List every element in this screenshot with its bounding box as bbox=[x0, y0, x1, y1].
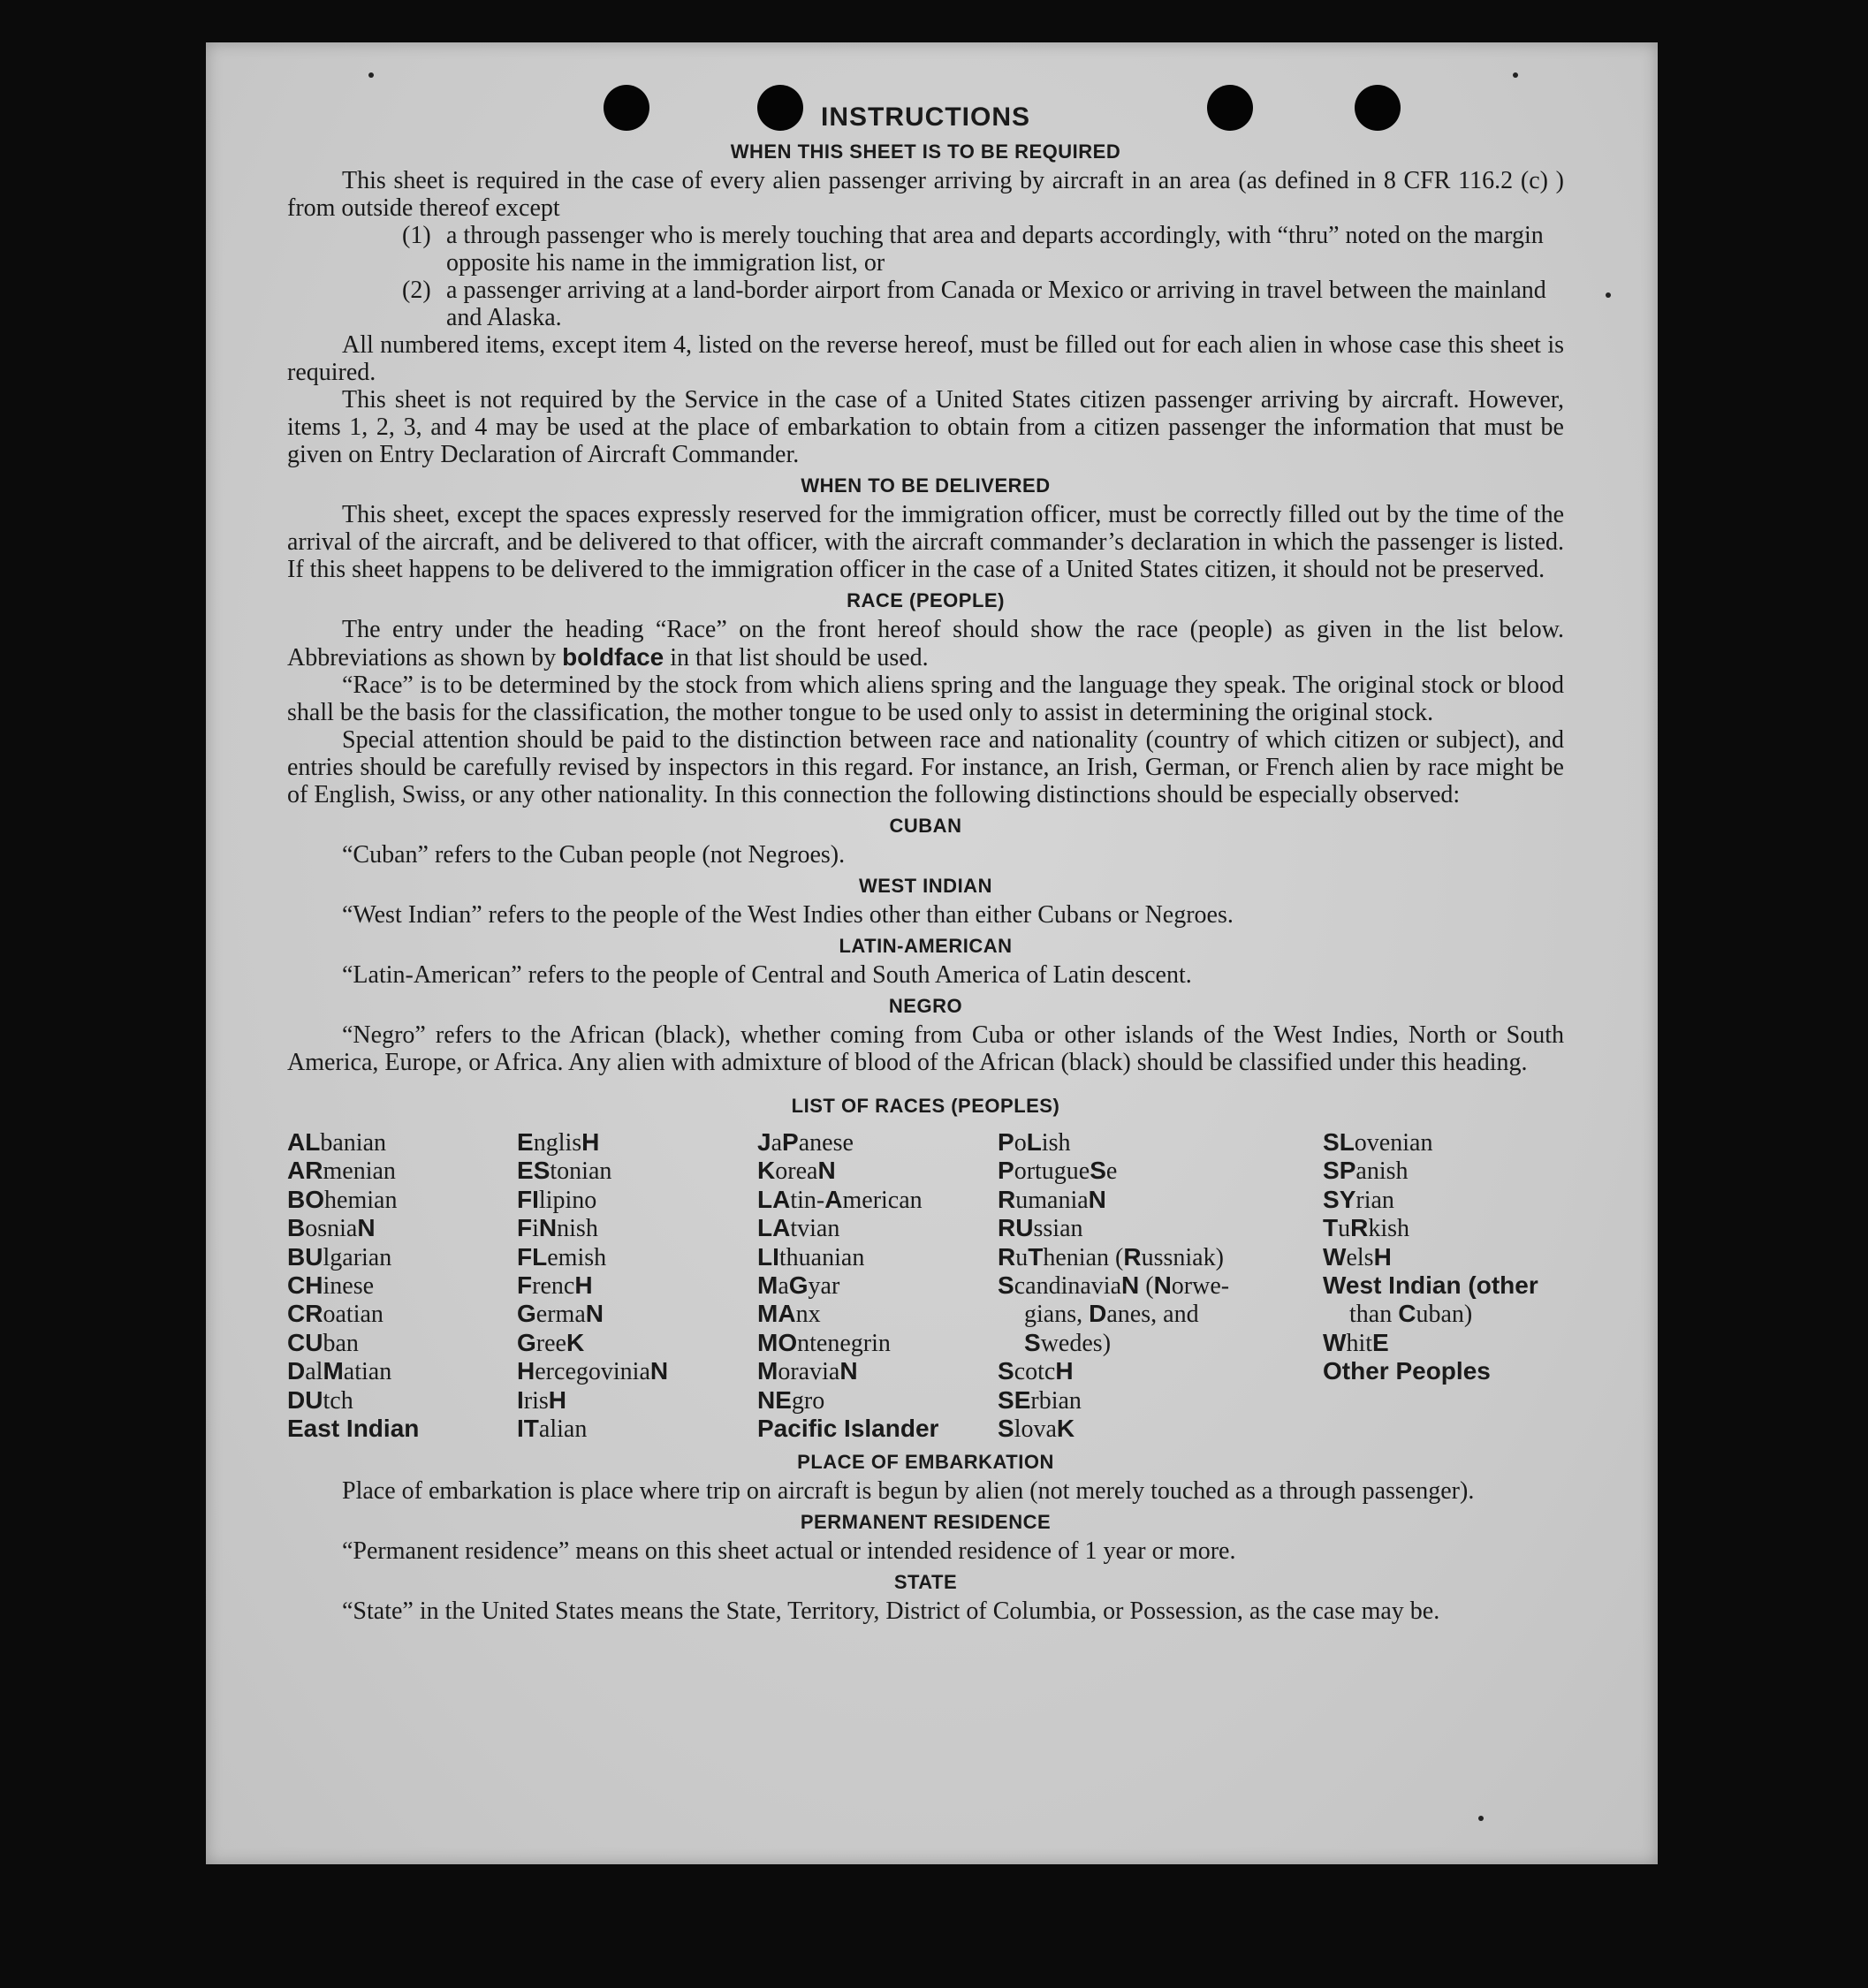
race-entry: EStonian bbox=[517, 1157, 612, 1186]
paragraph: “Permanent residence” means on this sheet actual or intended residence of 1 year or more. bbox=[342, 1537, 1236, 1566]
race-entry: MAnx bbox=[757, 1300, 821, 1329]
race-entry: WhitE bbox=[1323, 1328, 1389, 1357]
race-entry: Swedes) bbox=[1024, 1328, 1112, 1357]
paragraph: “State” in the United States means the State, Territory, District of Columbia, or Possession, as the case may be. bbox=[342, 1597, 1440, 1626]
race-entry: FrencH bbox=[517, 1271, 593, 1301]
race-entry: CRoatian bbox=[287, 1300, 383, 1329]
page-title: INSTRUCTIONS bbox=[821, 102, 1030, 132]
race-entry: FIlipino bbox=[517, 1185, 597, 1214]
race-entry: RUssian bbox=[998, 1214, 1083, 1243]
item-text: a passenger arriving at a land-border airport from Canada or Mexico or arriving in travel between the mainland and Alaska. bbox=[446, 277, 1546, 331]
paragraph: All numbered items, except item 4, listed on the reverse hereof, must be filled out for each alien in whose case this sheet is required. bbox=[287, 331, 1564, 386]
race-entry: EnglisH bbox=[517, 1128, 600, 1157]
races-column bbox=[998, 1128, 1323, 1443]
race-entry: MOntenegrin bbox=[757, 1328, 891, 1357]
item-number: (1) bbox=[402, 222, 431, 249]
race-entry: KoreaN bbox=[757, 1157, 836, 1186]
paragraph: This sheet, except the spaces expressly reserved for the immigration officer, must be correctly filled out by the time of the arrival of the aircraft, and be delivered to that officer, with the aircraft commander’s declaration in which the passenger is listed. If this sheet happens to be delivered to the immigration officer in the case of a United States citizen, it should not be preserved. bbox=[287, 501, 1564, 583]
race-entry: ScandinaviaN (Norwe- bbox=[998, 1271, 1230, 1301]
race-entry: BUlgarian bbox=[287, 1242, 392, 1271]
text-run-bold: boldface bbox=[562, 643, 664, 671]
section-heading-west-indian: WEST INDIAN bbox=[859, 875, 992, 897]
race-entry: ALbanian bbox=[287, 1128, 386, 1157]
paragraph: “West Indian” refers to the people of the West Indies other than either Cubans or Negroes. bbox=[342, 901, 1234, 929]
section-heading-races-list: LIST OF RACES (PEOPLES) bbox=[791, 1095, 1060, 1117]
race-entry: MaGyar bbox=[757, 1271, 840, 1301]
race-entry: HercegoviniaN bbox=[517, 1357, 669, 1386]
races-column bbox=[1323, 1128, 1564, 1443]
race-entry: DUtch bbox=[287, 1385, 353, 1415]
race-entry: Other Peoples bbox=[1323, 1357, 1491, 1385]
paragraph bbox=[287, 616, 1564, 672]
races-column bbox=[757, 1128, 998, 1443]
race-entry: GermaN bbox=[517, 1300, 604, 1329]
race-entry: NEgro bbox=[757, 1385, 825, 1415]
section-heading-latin-american: LATIN-AMERICAN bbox=[839, 935, 1013, 957]
race-entry: JaPanese bbox=[757, 1128, 854, 1157]
text-run: in that list should be used. bbox=[664, 644, 929, 672]
race-entry: than Cuban) bbox=[1349, 1300, 1473, 1329]
section-heading-state: STATE bbox=[893, 1571, 958, 1594]
race-entry: PortugueSe bbox=[998, 1157, 1118, 1186]
document-sheet bbox=[206, 42, 1658, 1864]
races-column bbox=[287, 1128, 517, 1443]
section-heading-cuban: CUBAN bbox=[889, 815, 962, 837]
race-entry: SlovaK bbox=[998, 1415, 1075, 1444]
race-entry: IrisH bbox=[517, 1385, 567, 1415]
race-entry: SYrian bbox=[1323, 1185, 1394, 1214]
race-entry: WelsH bbox=[1323, 1242, 1392, 1271]
speck bbox=[1478, 1816, 1484, 1821]
race-entry: CUban bbox=[287, 1328, 359, 1357]
race-entry: RumaniaN bbox=[998, 1185, 1106, 1214]
race-entry: ScotcH bbox=[998, 1357, 1074, 1386]
paragraph: Special attention should be paid to the distinction between race and nationality (country of which citizen or subject), and entries should be carefully revised by inspectors in this regard. For instance, an Irish, German, or French alien by race might be of English, Swiss, or any other nationality. In this connection the following distinctions should be especially observed: bbox=[287, 726, 1564, 808]
race-entry: LIthuanian bbox=[757, 1242, 865, 1271]
item-text: a through passenger who is merely touching that area and departs accordingly, with “thru” noted on the margin opposite his name in the immigration list, or bbox=[446, 222, 1544, 277]
instructions-content bbox=[287, 97, 1564, 1625]
race-entry: BOhemian bbox=[287, 1185, 398, 1214]
section-heading-delivered: WHEN TO BE DELIVERED bbox=[801, 474, 1051, 497]
item-number: (2) bbox=[402, 277, 431, 304]
race-entry: SErbian bbox=[998, 1385, 1082, 1415]
race-entry: PoLish bbox=[998, 1128, 1071, 1157]
race-entry: gians, Danes, and bbox=[1024, 1300, 1199, 1329]
section-heading-negro: NEGRO bbox=[888, 995, 963, 1017]
paragraph: “Latin-American” refers to the people of Central and South America of Latin descent. bbox=[342, 961, 1192, 989]
text-run: The entry under the heading “Race” on the front hereof should show the race (people) as given in the list below. Abbreviations as shown by bbox=[287, 616, 1564, 672]
section-heading-residence: PERMANENT RESIDENCE bbox=[800, 1511, 1052, 1534]
paragraph: Place of embarkation is place where trip on aircraft is begun by alien (not merely touched as a through passenger). bbox=[342, 1477, 1475, 1506]
section-heading-required: WHEN THIS SHEET IS TO BE REQUIRED bbox=[730, 140, 1121, 163]
race-entry: SPanish bbox=[1323, 1157, 1409, 1186]
paragraph: “Negro” refers to the African (black), whether coming from Cuba or other islands of the West Indies, North or South America, Europe, or Africa. Any alien with admixture of blood of the African (black) should be classified under this heading. bbox=[287, 1021, 1564, 1076]
races-column bbox=[517, 1128, 757, 1443]
race-entry: SLovenian bbox=[1323, 1128, 1433, 1157]
race-entry: ITalian bbox=[517, 1415, 588, 1444]
race-entry: West Indian (other bbox=[1323, 1271, 1538, 1300]
race-entry: Pacific Islander bbox=[757, 1415, 939, 1443]
race-entry: DalMatian bbox=[287, 1357, 392, 1386]
race-entry: LAtvian bbox=[757, 1214, 840, 1243]
section-heading-embarkation: PLACE OF EMBARKATION bbox=[797, 1451, 1054, 1474]
race-entry: LAtin-American bbox=[757, 1185, 923, 1214]
speck bbox=[1606, 292, 1611, 298]
race-entry: FiNnish bbox=[517, 1214, 598, 1243]
paragraph: “Cuban” refers to the Cuban people (not Negroes). bbox=[342, 841, 846, 869]
race-entry: FLemish bbox=[517, 1242, 607, 1271]
paragraph: This sheet is required in the case of every alien passenger arriving by aircraft in an area (as defined in 8 CFR 116.2 (c) ) from outside thereof except bbox=[287, 167, 1564, 222]
race-entry: TuRkish bbox=[1323, 1214, 1410, 1243]
race-entry: MoraviaN bbox=[757, 1357, 858, 1386]
list-item bbox=[287, 277, 1564, 331]
list-item bbox=[287, 222, 1564, 277]
race-entry: GreeK bbox=[517, 1328, 585, 1357]
race-entry: BosniaN bbox=[287, 1214, 376, 1243]
race-entry: CHinese bbox=[287, 1271, 375, 1301]
section-heading-race: RACE (PEOPLE) bbox=[847, 589, 1005, 611]
speck bbox=[368, 72, 374, 78]
speck bbox=[1513, 72, 1518, 78]
paragraph: This sheet is not required by the Service in the case of a United States citizen passenger arriving by aircraft. However, items 1, 2, 3, and 4 may be used at the place of embarkation to obtain from a citizen passenger the information that must be given on Entry Declaration of Aircraft Commander. bbox=[287, 386, 1564, 468]
paragraph: “Race” is to be determined by the stock from which aliens spring and the language they speak. The original stock or blood shall be the basis for the classification, the mother tongue to be used only to assist in determining the original stock. bbox=[287, 672, 1564, 726]
race-entry: ARmenian bbox=[287, 1157, 396, 1186]
race-entry: RuThenian (Russniak) bbox=[998, 1242, 1224, 1271]
race-entry: East Indian bbox=[287, 1415, 420, 1443]
races-list bbox=[287, 1128, 1564, 1443]
